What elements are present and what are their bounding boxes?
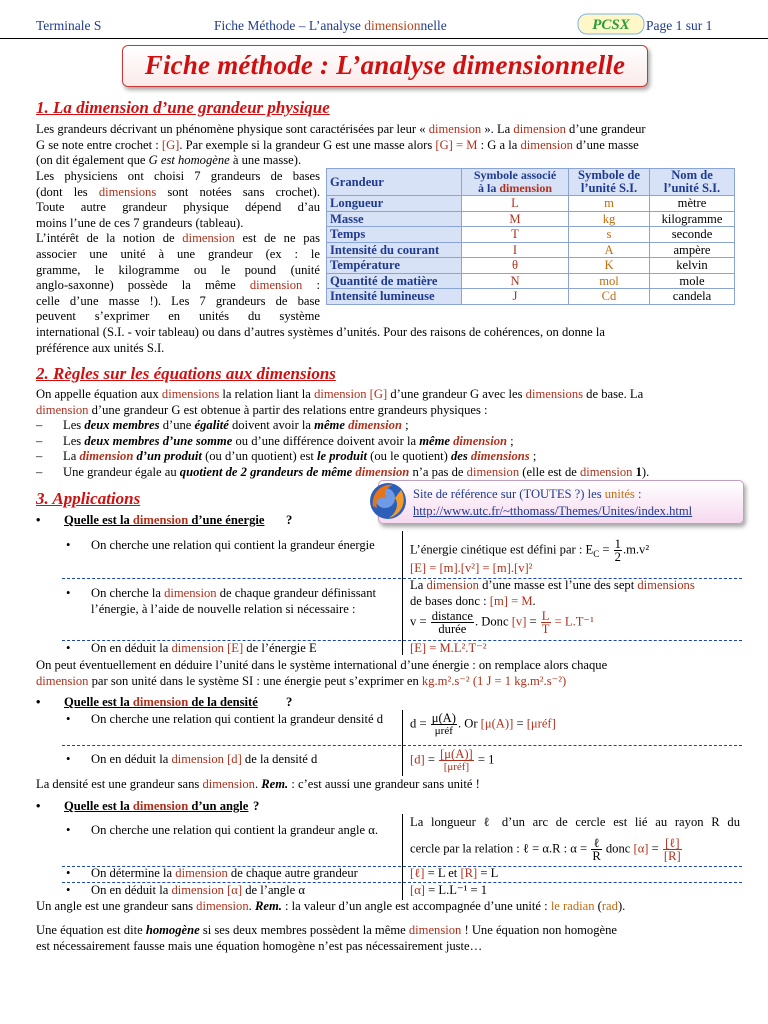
title-banner <box>122 45 648 87</box>
table-row: Quantité de matière N mol mole <box>327 273 735 289</box>
table-row: Masse M kg kilogramme <box>327 211 735 227</box>
energy-conclusion: On peut éventuellement en déduire l’unité dans le système international d’une énergie : on remplace alors chaque dimension par son unité dans le système SI : une énergie peut s’exprimer en kg.m².s⁻² (1 J = 1 kg.m².s⁻²) <box>36 658 608 688</box>
list-item: – Les deux membres d’une somme ou d’une différence doivent avoir la même dimension ; <box>36 434 649 450</box>
page-header <box>0 0 768 39</box>
firefox-globe-icon <box>367 480 409 522</box>
table-header-row <box>327 169 735 196</box>
list-item: – Une grandeur égale au quotient de 2 grandeurs de même dimension n’a pas de dimension (elle est de dimension 1). <box>36 465 649 481</box>
table-row: Intensité lumineuse J Cd candela <box>327 289 735 305</box>
col-symbole: Symbole associé à la dimension <box>462 169 569 196</box>
page-number: Page 1 sur 1 <box>646 18 713 33</box>
header-class: Terminale S <box>36 18 102 33</box>
page-title: Fiche méthode : L’analyse dimensionnelle <box>144 50 626 80</box>
section-2-heading: 2. Règles sur les équations aux dimensions <box>36 364 336 383</box>
section-3-heading: 3. Applications <box>36 489 141 508</box>
table-row: Temps T s seconde <box>327 227 735 243</box>
header-title: Fiche Méthode – L’analyse dimensionnelle <box>214 18 447 33</box>
reference-site-link[interactable]: http://www.utc.fr/~tthomass/Themes/Unites/index.html <box>413 504 693 518</box>
base-units-table <box>326 168 735 305</box>
col-grandeur: Grandeur <box>327 169 462 196</box>
s2-paragraph: On appelle équation aux dimensions la relation liant la dimension [G] d’une grandeur G avec les dimensions de base. La dimension d’une grandeur G est obtenue à partir des relations entre grandeurs physiques : <box>36 387 644 417</box>
reference-site-box: Site de référence sur (TOUTES ?) les unités : http://www.utc.fr/~tthomass/Themes/Unites/index.html <box>378 480 744 524</box>
s1-paragraph: Les grandeurs décrivant un phénomène physique sont caractérisées par leur « dimension ». La dimension d’une grandeur G se note entre crochet : [G]. Par exemple si la grandeur G est une masse alors [G] = M : G a la dimension d’une masse (on dit également que G est homogène à une masse). <box>36 122 646 168</box>
list-item: – La dimension d’un produit (ou d’un quotient) est le produit (ou le quotient) des dimensions ; <box>36 449 649 465</box>
col-nom-unite: Nom de l’unité S.I. <box>650 169 735 196</box>
table-row: Intensité du courant I A ampère <box>327 242 735 258</box>
list-item: – Les deux membres d’une égalité doivent avoir la même dimension ; <box>36 418 649 434</box>
density-note: La densité est une grandeur sans dimension. Rem. : c’est aussi une grandeur sans unité ! <box>36 777 480 791</box>
angle-note: Un angle est une grandeur sans dimension. Rem. : la valeur d’un angle est accompagnée d’une unité : le radian (rad). <box>36 899 626 913</box>
table-row: Longueur L m mètre <box>327 196 735 212</box>
s2-rules-list <box>36 418 649 480</box>
section-1-heading: 1. La dimension d’une grandeur physique <box>36 98 330 117</box>
s1-left-column: Les physiciens ont choisi 7 grandeurs de bases (dont les dimensions sont notées sans crochet). Toute autre grandeur physique dépend d’au moins l’une de ces 7 grandeurs (tableau). L’intérêt de la notion de dimension est de ne pas associer une unité à une grandeur (ex : le gramme, le kilogramme ou le pound (unité anglo-saxonne) possède la même dimension : celle d’une masse !). Les 7 grandeurs de base peuvent s’exprimer en unités du système <box>36 169 321 324</box>
pcsx-logo <box>577 12 645 36</box>
table-row: Température θ K kelvin <box>327 258 735 274</box>
s1-tail: international (S.I. - voir tableau) ou dans d’autres systèmes d’unités. Pour des raisons de cohérences, on donne la préférence aux unités S.I. <box>36 325 606 355</box>
svg-text:PCSX: PCSX <box>592 17 630 33</box>
col-symbole-unite: Symbole de l’unité S.I. <box>569 169 650 196</box>
homogeneity-conclusion: Une équation est dite homogène si ses deux membres possèdent la même dimension ! Une équation non homogène est nécessairement fausse mais une équation homogène n’est pas nécessairement juste… <box>36 923 617 953</box>
